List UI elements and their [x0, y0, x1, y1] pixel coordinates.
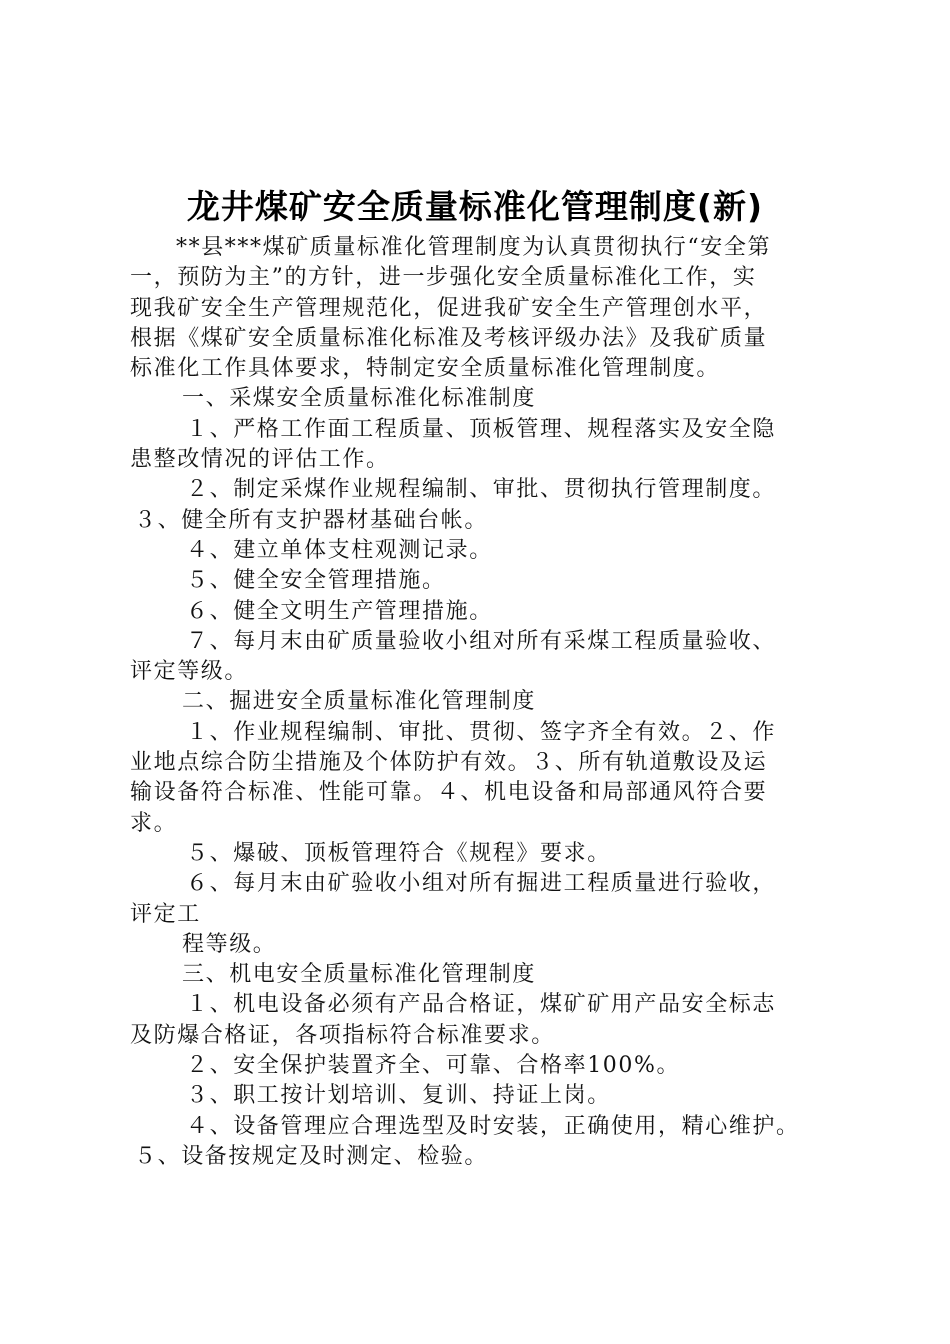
list-item-continuation: 业地点综合防尘措施及个体防护有效。３、所有轨道敷设及运 — [130, 750, 768, 776]
section-heading: 二、掘进安全质量标准化管理制度 — [182, 689, 537, 715]
document-title: 龙井煤矿安全质量标准化管理制度(新) — [186, 187, 764, 226]
list-item: ５、设备按规定及时测定、检验。 — [134, 1143, 489, 1169]
list-item-continuation: 程等级。 — [182, 931, 277, 957]
paragraph-line: 现我矿安全生产管理规范化，促进我矿安全生产管理创水平， — [130, 295, 768, 321]
list-item-continuation: 评定工 — [130, 901, 201, 927]
paragraph-line: **县***煤矿质量标准化管理制度为认真贯彻执行“安全第 — [176, 235, 772, 260]
paragraph-line: 一，预防为主”的方针，进一步强化安全质量标准化工作，实 — [130, 265, 757, 291]
list-item-continuation: 输设备符合标准、性能可靠。４、机电设备和局部通风符合要 — [130, 780, 768, 806]
list-item-continuation: 及防爆合格证，各项指标符合标准要求。 — [130, 1022, 555, 1048]
list-item: ４、建立单体支柱观测记录。 — [186, 537, 493, 563]
list-item: ４、设备管理应合理选型及时安装，正确使用，精心维护。 — [186, 1113, 800, 1139]
list-item: ３、职工按计划培训、复训、持证上岗。 — [186, 1083, 611, 1109]
list-item: １、严格工作面工程质量、顶板管理、规程落实及安全隐 — [186, 416, 777, 442]
list-item: １、机电设备必须有产品合格证，煤矿矿用产品安全标志 — [186, 992, 777, 1018]
list-item: ６、每月末由矿验收小组对所有掘进工程质量进行验收， — [186, 871, 777, 897]
list-item: ２、制定采煤作业规程编制、审批、贯彻执行管理制度。 — [186, 477, 777, 503]
section-heading: 三、机电安全质量标准化管理制度 — [182, 962, 537, 988]
list-item: １、作业规程编制、审批、贯彻、签字齐全有效。２、作 — [186, 719, 777, 745]
list-item: ２、安全保护装置齐全、可靠、合格率100%。 — [186, 1053, 681, 1079]
list-item: ３、健全所有支护器材基础台帐。 — [134, 507, 489, 533]
list-item: ７、每月末由矿质量验收小组对所有采煤工程质量验收、 — [186, 628, 777, 654]
list-item-continuation: 患整改情况的评估工作。 — [130, 447, 390, 473]
list-item: ５、爆破、顶板管理符合《规程》要求。 — [186, 840, 611, 866]
paragraph-line: 标准化工作具体要求，特制定安全质量标准化管理制度。 — [130, 356, 721, 382]
document-body — [130, 233, 830, 1172]
paragraph-line: 根据《煤矿安全质量标准化标准及考核评级办法》及我矿质量 — [130, 325, 768, 351]
list-item: ５、健全安全管理措施。 — [186, 568, 446, 594]
list-item-continuation: 评定等级。 — [130, 659, 249, 685]
section-heading: 一、采煤安全质量标准化标准制度 — [182, 386, 537, 412]
list-item-continuation: 求。 — [130, 810, 178, 836]
list-item: ６、健全文明生产管理措施。 — [186, 598, 493, 624]
